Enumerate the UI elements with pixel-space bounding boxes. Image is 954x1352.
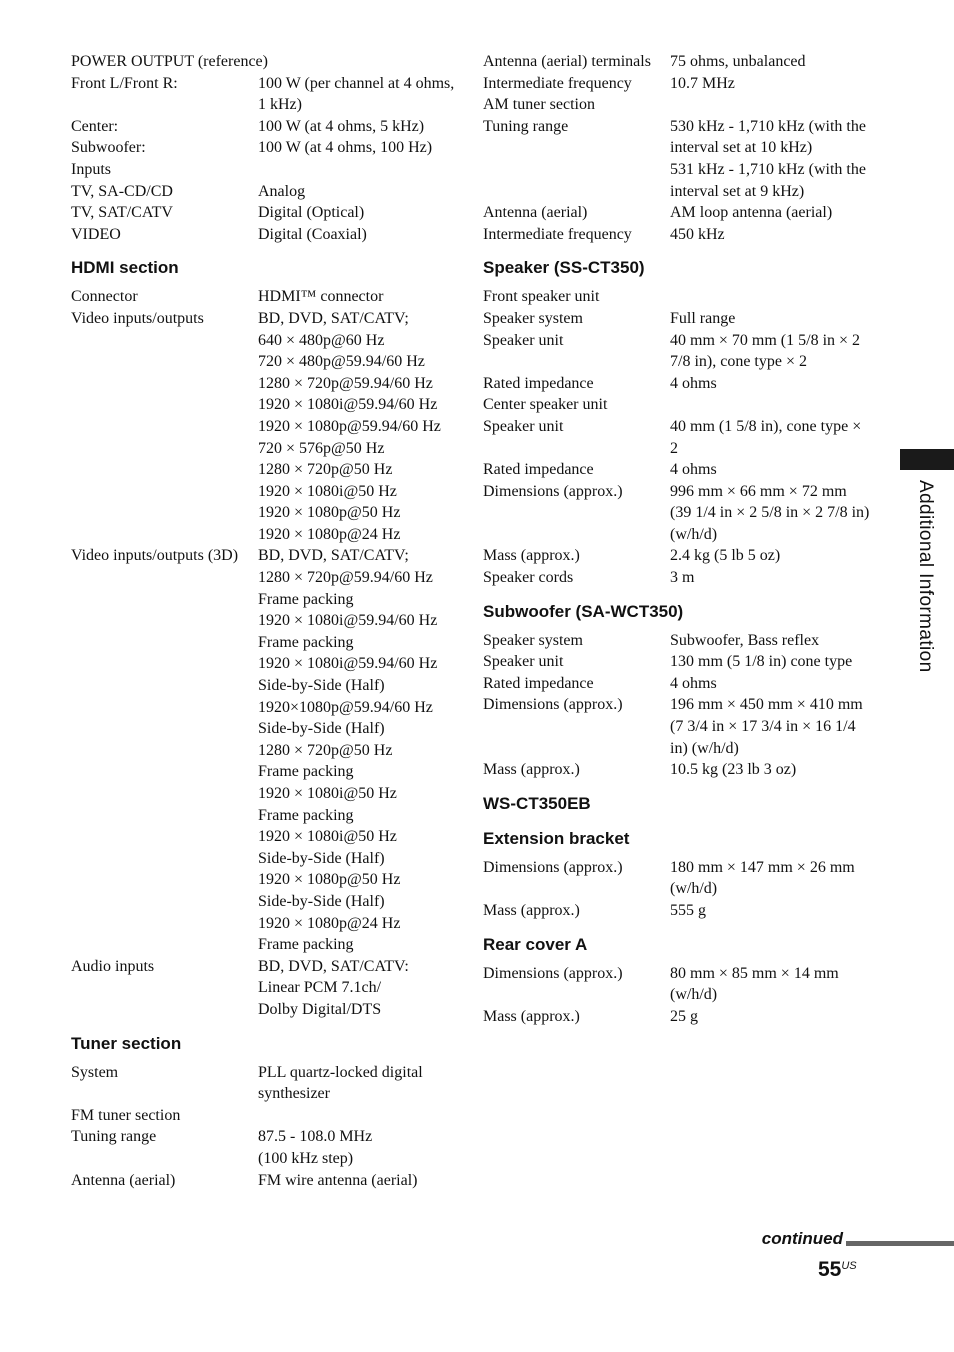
spec-label: Mass (approx.) — [483, 761, 580, 779]
left-spec-column — [71, 51, 461, 1191]
spec-value-line: 180 mm × 147 mm × 26 mm (w/h/d) — [670, 858, 855, 898]
spec-value-line: Linear PCM 7.1ch/ — [258, 979, 382, 997]
spec-value-line: 1280 × 720p@59.94/60 Hz — [258, 374, 433, 392]
spec-value — [670, 116, 870, 202]
spec-value — [670, 481, 870, 546]
continued-bar — [846, 1241, 954, 1246]
spec-label: Video inputs/outputs (3D) — [71, 547, 239, 565]
spec-row — [71, 956, 461, 1021]
spec-row — [483, 651, 873, 673]
spec-row — [71, 159, 461, 181]
spec-value-line: 1920 × 1080p@24 Hz — [258, 914, 401, 932]
spec-row — [483, 900, 873, 922]
spec-value-line: 130 mm (5 1/8 in) cone type — [670, 653, 853, 671]
spec-row — [483, 630, 873, 652]
spec-row — [71, 116, 461, 138]
spec-value-line: Frame packing — [258, 936, 354, 954]
spec-value-line: 80 mm × 85 mm × 14 mm (w/h/d) — [670, 964, 839, 1004]
spec-value — [258, 224, 458, 246]
spec-value-line: 25 g — [670, 1007, 698, 1025]
section-title: HDMI section — [71, 258, 179, 278]
spec-value-line: 1920 × 1080p@59.94/60 Hz — [258, 417, 441, 435]
spec-value — [258, 73, 458, 116]
continued-label: continued — [761, 1229, 843, 1248]
spec-label: Front L/Front R: — [71, 74, 178, 92]
spec-value-line: 1280 × 720p@50 Hz — [258, 461, 393, 479]
spec-value-line: 75 ohms, unbalanced — [670, 53, 806, 70]
section-tab-marker — [900, 449, 954, 470]
spec-value — [258, 1105, 458, 1127]
right-spec-column — [483, 51, 873, 1027]
spec-row — [483, 373, 873, 395]
spec-label: Speaker unit — [483, 331, 564, 349]
spec-label: Front speaker unit — [483, 288, 600, 306]
spec-label: Dimensions (approx.) — [483, 858, 623, 876]
spec-value — [258, 51, 458, 73]
spec-label: Dimensions (approx.) — [483, 482, 623, 500]
spec-value-line: Side-by-Side (Half) — [258, 892, 385, 910]
spec-value — [258, 1170, 458, 1192]
spec-label: Dimensions (approx.) — [483, 964, 623, 982]
spec-value-line: 100 W (at 4 ohms, 5 kHz) — [258, 117, 425, 135]
spec-value — [670, 630, 870, 652]
spec-value-line: FM wire antenna (aerial) — [258, 1171, 418, 1189]
spec-value-line: 1920×1080p@59.94/60 Hz — [258, 698, 433, 716]
spec-value-line: Frame packing — [258, 763, 354, 781]
spec-row — [483, 394, 873, 416]
spec-value-line: 196 mm × 450 mm × 410 mm (7 3/4 in × 17 3/4 in × 16 1/4 in) (w/h/d) — [670, 696, 863, 757]
spec-row — [483, 330, 873, 373]
spec-row — [71, 1126, 461, 1169]
spec-row — [483, 857, 873, 900]
spec-row — [71, 137, 461, 159]
spec-value-line: BD, DVD, SAT/CATV; — [258, 547, 409, 565]
spec-value-line: Side-by-Side (Half) — [258, 677, 385, 695]
spec-value-line: 1280 × 720p@59.94/60 Hz — [258, 569, 433, 587]
spec-label: FM tuner section — [71, 1106, 181, 1124]
spec-value-line: 1920 × 1080p@24 Hz — [258, 525, 401, 543]
spec-value — [670, 857, 870, 900]
spec-row — [483, 545, 873, 567]
spec-row — [71, 224, 461, 246]
spec-label: Mass (approx.) — [483, 902, 580, 919]
spec-label: Rated impedance — [483, 461, 594, 479]
spec-label: Intermediate frequency — [483, 225, 632, 243]
section-title: Speaker (SS-CT350) — [483, 258, 645, 278]
spec-value-line: 100 W (at 4 ohms, 100 Hz) — [258, 139, 433, 157]
spec-label: Audio inputs — [71, 957, 155, 975]
spec-row — [71, 286, 461, 308]
spec-value — [670, 286, 870, 308]
spec-value-line: 100 W (per channel at 4 ohms, 1 kHz) — [258, 74, 455, 114]
spec-value — [670, 224, 870, 246]
spec-value — [670, 567, 870, 589]
spec-row — [71, 545, 461, 955]
spec-value — [670, 330, 870, 373]
spec-value-line: BD, DVD, SAT/CATV: — [258, 957, 409, 975]
spec-row — [483, 694, 873, 759]
spec-row — [483, 73, 873, 95]
spec-value-line: 720 × 576p@50 Hz — [258, 439, 385, 457]
spec-value-line: 640 × 480p@60 Hz — [258, 331, 385, 349]
spec-value — [258, 202, 458, 224]
spec-row — [483, 202, 873, 224]
spec-row — [483, 481, 873, 546]
spec-value — [670, 73, 870, 95]
spec-label: Tuning range — [483, 117, 569, 135]
spec-row — [71, 202, 461, 224]
spec-label: Rated impedance — [483, 374, 594, 392]
spec-row — [483, 116, 873, 202]
spec-label: VIDEO — [71, 225, 121, 243]
spec-label: Tuning range — [71, 1128, 157, 1146]
spec-value — [670, 202, 870, 224]
spec-row — [71, 308, 461, 546]
spec-label: Subwoofer: — [71, 139, 146, 157]
spec-value — [670, 963, 870, 1006]
spec-value — [258, 545, 458, 955]
spec-value-line: Dolby Digital/DTS — [258, 1000, 382, 1018]
page-number-suffix: US — [841, 1260, 857, 1272]
spec-value — [670, 545, 870, 567]
spec-label: Antenna (aerial) — [71, 1171, 176, 1189]
spec-row — [483, 567, 873, 589]
spec-value-line: 531 kHz - 1,710 kHz (with the interval set at 9 kHz) — [670, 160, 866, 200]
spec-value-line: 1920 × 1080i@59.94/60 Hz — [258, 655, 438, 673]
section-title: Tuner section — [71, 1033, 182, 1053]
spec-value-line: 1920 × 1080p@50 Hz — [258, 871, 401, 889]
spec-label: Speaker unit — [483, 653, 564, 671]
spec-value — [670, 394, 870, 416]
section-tab-label: Additional Information — [915, 480, 936, 673]
spec-value-line: 40 mm × 70 mm (1 5/8 in × 2 7/8 in), cone type × 2 — [670, 331, 861, 371]
spec-value-line: 4 ohms — [670, 461, 717, 479]
spec-label: System — [71, 1063, 119, 1081]
spec-value — [670, 308, 870, 330]
spec-value-line: 1920 × 1080p@50 Hz — [258, 504, 401, 522]
spec-value-line: Side-by-Side (Half) — [258, 849, 385, 867]
spec-label: Rated impedance — [483, 674, 594, 692]
spec-label: TV, SA-CD/CD — [71, 182, 173, 200]
spec-value — [670, 673, 870, 695]
spec-value-line: Side-by-Side (Half) — [258, 720, 385, 738]
spec-label: Mass (approx.) — [483, 547, 580, 565]
spec-value — [258, 116, 458, 138]
spec-value-line: 555 g — [670, 902, 706, 919]
section-title: Extension bracket — [483, 828, 630, 848]
spec-label: Center: — [71, 117, 119, 135]
spec-label: TV, SAT/CATV — [71, 204, 173, 222]
spec-label: Intermediate frequency — [483, 74, 632, 92]
spec-value-line: Frame packing — [258, 806, 354, 824]
spec-value-line: 1920 × 1080i@50 Hz — [258, 828, 397, 846]
spec-label: AM tuner section — [483, 96, 595, 114]
spec-value — [670, 416, 870, 459]
spec-value — [670, 51, 870, 73]
spec-value-line: 40 mm (1 5/8 in), cone type × 2 — [670, 417, 862, 457]
spec-row — [71, 73, 461, 116]
spec-value-line: 530 kHz - 1,710 kHz (with the interval set at 10 kHz) — [670, 117, 866, 157]
page-number — [818, 1258, 857, 1282]
spec-value — [258, 1126, 458, 1169]
spec-value-line: 1920 × 1080i@50 Hz — [258, 482, 397, 500]
spec-value-line: 1920 × 1080i@50 Hz — [258, 785, 397, 802]
spec-value-line: 10.7 MHz — [670, 74, 735, 92]
spec-row — [483, 416, 873, 459]
spec-value — [258, 159, 458, 181]
spec-value — [670, 459, 870, 481]
spec-value — [258, 286, 458, 308]
spec-value — [670, 900, 870, 922]
spec-row — [483, 308, 873, 330]
spec-value-line: Subwoofer, Bass reflex — [670, 631, 820, 649]
spec-value — [670, 651, 870, 673]
spec-value-line: Frame packing — [258, 590, 354, 608]
spec-value-line: PLL quartz-locked digital synthesizer — [258, 1063, 423, 1103]
spec-value-line: 1280 × 720p@50 Hz — [258, 741, 393, 759]
spec-row — [483, 286, 873, 308]
spec-value — [258, 181, 458, 203]
spec-label: Speaker unit — [483, 417, 564, 435]
spec-label: Speaker system — [483, 309, 583, 327]
spec-value — [670, 373, 870, 395]
spec-row — [483, 759, 873, 781]
spec-value-line: Digital (Coaxial) — [258, 225, 367, 243]
spec-value — [258, 1062, 458, 1105]
spec-label: POWER OUTPUT (reference) — [71, 53, 268, 70]
spec-value — [258, 137, 458, 159]
spec-value-line: AM loop antenna (aerial) — [670, 204, 833, 222]
spec-value-line: Analog — [258, 182, 306, 200]
spec-row — [483, 94, 873, 116]
spec-row — [483, 224, 873, 246]
section-title: Rear cover A — [483, 934, 588, 954]
spec-value-line: 4 ohms — [670, 374, 717, 392]
spec-value-line: HDMI™ connector — [258, 288, 384, 306]
spec-label: Inputs — [71, 160, 111, 178]
spec-row — [71, 1105, 461, 1127]
spec-label: Video inputs/outputs — [71, 309, 204, 327]
section-title: WS-CT350EB — [483, 793, 591, 813]
spec-value-line: BD, DVD, SAT/CATV; — [258, 309, 409, 327]
spec-label: Antenna (aerial) terminals — [483, 53, 651, 70]
spec-value-line: Digital (Optical) — [258, 204, 365, 222]
spec-value — [258, 956, 458, 1021]
spec-value — [258, 308, 458, 546]
spec-label: Connector — [71, 288, 138, 306]
spec-value-line: 4 ohms — [670, 674, 717, 692]
spec-label: Dimensions (approx.) — [483, 696, 623, 714]
spec-value-line: 720 × 480p@59.94/60 Hz — [258, 353, 425, 371]
spec-label: Speaker system — [483, 631, 583, 649]
spec-value — [670, 94, 870, 116]
spec-value — [670, 759, 870, 781]
spec-value-line: Full range — [670, 309, 736, 327]
spec-row — [71, 1062, 461, 1105]
spec-row — [483, 51, 873, 73]
spec-value-line: 3 m — [670, 569, 695, 587]
spec-value-line: 450 kHz — [670, 225, 725, 243]
spec-row — [483, 459, 873, 481]
spec-row — [71, 1170, 461, 1192]
spec-value-line: 996 mm × 66 mm × 72 mm (39 1/4 in × 2 5/8 in × 2 7/8 in) (w/h/d) — [670, 482, 870, 543]
spec-label: Mass (approx.) — [483, 1007, 580, 1025]
spec-value — [670, 694, 870, 759]
spec-value-line: 2.4 kg (5 lb 5 oz) — [670, 547, 781, 565]
spec-row — [483, 1006, 873, 1028]
spec-value-line: 10.5 kg (23 lb 3 oz) — [670, 761, 797, 779]
spec-value-line: Frame packing — [258, 633, 354, 651]
spec-label: Antenna (aerial) — [483, 204, 588, 222]
spec-row — [71, 51, 461, 73]
spec-row — [483, 673, 873, 695]
spec-value-line: 1920 × 1080i@59.94/60 Hz — [258, 612, 438, 630]
spec-label: Center speaker unit — [483, 396, 608, 414]
page-number-value: 55 — [818, 1258, 842, 1281]
spec-value — [670, 1006, 870, 1028]
spec-row — [483, 963, 873, 1006]
spec-label: Speaker cords — [483, 569, 574, 587]
spec-value-line: 1920 × 1080i@59.94/60 Hz — [258, 396, 438, 414]
spec-value-line: 87.5 - 108.0 MHz — [258, 1128, 373, 1146]
section-title: Subwoofer (SA-WCT350) — [483, 601, 684, 621]
spec-value-line: (100 kHz step) — [258, 1149, 354, 1167]
spec-row — [71, 181, 461, 203]
